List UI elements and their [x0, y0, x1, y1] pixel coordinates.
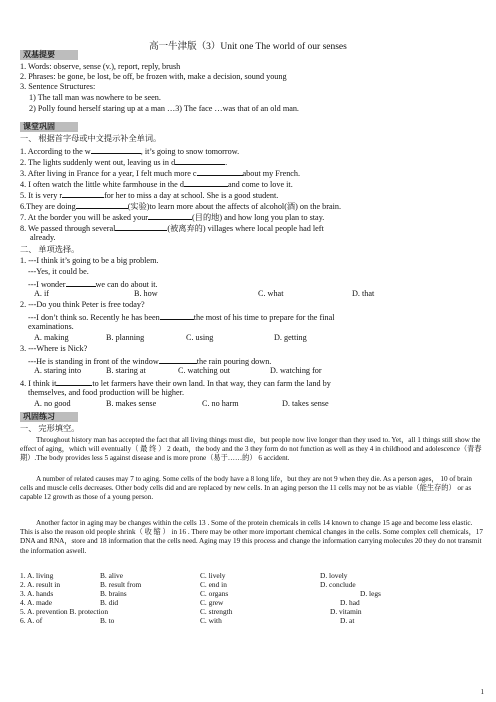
- cloze-options: [20, 571, 480, 625]
- mc-question: ---He is standing in front of the window the rain pouring down.: [28, 357, 272, 366]
- mc-question: 4. I think it to let farmers have their own land. In that way, they can farm the land by: [20, 379, 331, 388]
- mc-question: 1. ---I think it’s going to be a big problem.: [20, 256, 159, 265]
- mc-question: 2. ---Do you think Peter is free today?: [20, 300, 145, 309]
- section-header-basics: 双基提要: [20, 50, 78, 60]
- passage-paragraph: Another factor in aging may be changes within the cells 13 . Some of the protein chemicals in cells 14 known to change 15 age and become less elastic. This is also the reason old people shrink（ 收 缩 ） in 16 . There may be other more important chemical changes in the cells. Some complex cell chemicals，17 DNA and RNA，store and 18 information that the cells need. Aging may 19 this process and change the information carrying molecules 20 they do not transmit the information aswell.: [20, 519, 483, 555]
- fill-item: 4. I often watch the little white farmhouse in the d and come to love it.: [20, 180, 293, 189]
- mc-question: examinations.: [28, 322, 74, 331]
- cloze-option-row: 5. A. prevention B. protection C. strength D. vitamin: [20, 607, 362, 616]
- cloze-option-row: 4. A. made B. did C. grew D. had: [20, 598, 360, 607]
- section-header-exercise: 巩固练习: [20, 412, 78, 422]
- passage-paragraph: Throughout history man has accepted the fact that all living things must die，but people now live longer than they used to. Yet，all 1 things still show the effect of aging，which will eventually（ 最 终 ） 2 death，the body and the 3 they form do not function as well as they 4 in childhood and adolescence（青春期）.The body provides less 5 against disease and is more prone（易于……的） 6 accident.: [20, 436, 482, 463]
- part2-heading: 二、 单项选择。: [20, 245, 80, 254]
- cloze-option-row: 3. A. hands B. brains C. organs D. legs: [20, 589, 381, 598]
- mc-question: 3. ---Where is Nick?: [20, 344, 88, 353]
- basics-line: 1) The tall man was nowhere to be seen.: [29, 93, 161, 102]
- mc-question: ---I don’t think so. Recently he has been the most of his time to prepare for the final: [28, 313, 335, 322]
- basics-line: 3. Sentence Structures:: [20, 82, 96, 91]
- part1-heading: 一、 根据首字母或中文提示补全单词。: [20, 134, 162, 143]
- fill-item: 6.They are doing (实验)to learn more about the affects of alcohol(酒) on the brain.: [20, 202, 342, 211]
- section-header-class: 课堂巩固: [20, 122, 78, 132]
- fill-item-continued: already.: [30, 233, 56, 242]
- mc-question: ---Yes, it could be.: [28, 267, 89, 276]
- cloze-option-row: 1. A. living B. alive C. lively D. lovely: [20, 571, 348, 580]
- fill-item: 8. We passed through several (被离弃的) villages where local people had left: [20, 224, 324, 233]
- page-title: 高一牛津版（3）Unit one The world of our senses: [149, 42, 347, 52]
- page-number: 1: [480, 688, 484, 696]
- passage-paragraph: A number of related causes may 7 to aging. Some cells of the body have a 8 long life，but they are not 9 when they die. As a person ages， 10 of brain cells and muscle cells decreases. Other body cells did and are replaced by new cells. In an aging person the 11 cells may not be as viable（能生存的） or as capable 12 growth as those of a young person.: [20, 475, 472, 502]
- document-page: 高一牛津版（3）Unit one The world of our senses 双基提要 1. Words: observe, sense (v.), report, reply, brush 2. Phrases: be gone, be lost, be off, be frozen with, make a decision, sound young 3. Sentence Structures: 1) The tall man was nowhere to be seen. 2) Polly found herself staring up at a man …3) The face …was that of an old man. 课堂巩固 一、 根据首字母或中文提示补全单词。 1. According to the w , it’s going to snow tomorrow. 2. The lights suddenly went out, leaving us in d . 3. After living in France for a year, I felt much more c about my French. 4. I often watch the little white farmhouse in the d and come to love it. 5. It is very r for her to miss a day at school. She is a good student. 6.They are doing (实验)to learn more about the affects of alcohol(酒) on the brain. 7. At the border you will be asked your (目的地) and how long you plan to stay. 8. We passed through several (被离弃的) villages where local people had left already. 二、 单项选择。 1. ---I think it’s going to be a big problem. ---Yes, it could be. ---I wonder we can do about it. A. if B. how C. what D. that 2. ---Do you think Peter is free today? ---I don’t think so. Recently he has been the most of his time to prepare for the final examinations. A. making B. planning C. using D. getting 3. ---Where is Nick? ---He is standing in front of the window the rain pouring down. A. staring into B. staring at C. watching out D. watching for 4. I think it to let farmers have their own land. In that way, they can farm the land by themselves, and food production will be higher. A. no good B. makes sense C. no harm D. takes sense 巩固练习 一、 完形填空。 Throughout history man has accepted the fact that all living things must die，but people now live longer than they used to. Yet，all 1 things still show the effect of aging，which will eventually（ 最 终 ） 2 death，the body and the 3 they form do not function as well as they 4 in childhood and adolescence（青春期）.The body provides less 5 against disease and is more prone（易于……的） 6 accident. A number of related causes may 7 to aging. Some cells of the body have a 8 long life，but they are not 9 when they die. As a person ages， 10 of brain cells and muscle cells decreases. Other body cells did and are replaced by new cells. In an aging person the 11 cells may not be as viable（能生存的） or as capable 12 growth as those of a young person. Another factor in aging may be changes within the cells 13 . Some of the protein chemicals in cells 14 known to change 15 age and become less elastic. This is also the reason old people shrink（ 收 缩 ） in 16 . There may be other more important chemical changes in the cells. Some complex cell chemicals，17 DNA and RNA，store and 18 information that the cells need. Aging may 19 this process and change the information carrying molecules 20 they do not transmit the information aswell. 1. A. living B. alive C. lively D. lovely 2. A. result in B. result from C. end in D. conclude 3. A. hands B. brains C. organs D. legs 4. A. made B. did C. grew D. had 5. A. prevention B. protection C. strength D. vitamin 6. A. of B. to C. with D. at 1: [0, 0, 496, 702]
- fill-item: 1. According to the w , it’s going to snow tomorrow.: [20, 147, 240, 156]
- basics-line: 2. Phrases: be gone, be lost, be off, be frozen with, make a decision, sound young: [20, 72, 287, 81]
- part3-heading: 一、 完形填空。: [20, 424, 80, 433]
- fill-item: 3. After living in France for a year, I felt much more c about my French.: [20, 169, 301, 178]
- basics-line: 2) Polly found herself staring up at a man …3) The face …was that of an old man.: [29, 104, 299, 113]
- mc-question: ---I wonder we can do about it.: [28, 280, 158, 289]
- fill-item: 2. The lights suddenly went out, leaving us in d .: [20, 158, 228, 167]
- basics-line: 1. Words: observe, sense (v.), report, reply, brush: [20, 62, 181, 71]
- cloze-option-row: 6. A. of B. to C. with D. at: [20, 616, 355, 625]
- cloze-option-row: 2. A. result in B. result from C. end in D. conclude: [20, 580, 356, 589]
- mc-question: themselves, and food production will be higher.: [28, 388, 184, 397]
- fill-item: 5. It is very r for her to miss a day at school. She is a good student.: [20, 191, 279, 200]
- fill-item: 7. At the border you will be asked your (目的地) and how long you plan to stay.: [20, 213, 325, 222]
